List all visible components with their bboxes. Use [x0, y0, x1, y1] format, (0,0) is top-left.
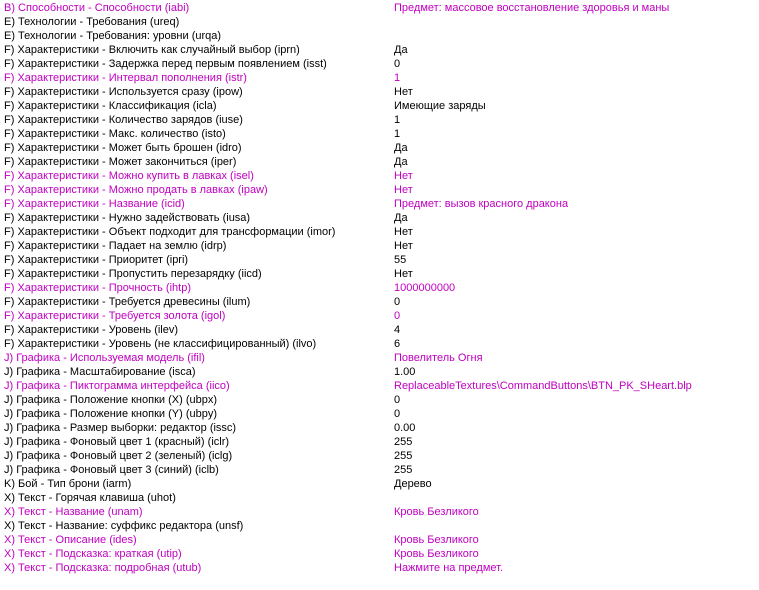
field-name: F) Характеристики - Включить как случайный выбор (iprn)	[4, 44, 300, 56]
field-name: F) Характеристики - Может быть брошен (idro)	[4, 142, 242, 154]
field-value: Кровь Безликого	[394, 548, 479, 560]
table-row[interactable]	[0, 309, 759, 323]
table-row[interactable]	[0, 491, 759, 505]
field-name: E) Технологии - Требования: уровни (urqa)	[4, 30, 222, 42]
table-row[interactable]	[0, 29, 759, 43]
field-value: 0	[394, 58, 401, 70]
table-row[interactable]	[0, 421, 759, 435]
field-name: F) Характеристики - Название (icid)	[4, 198, 185, 210]
table-row[interactable]	[0, 141, 759, 155]
field-value: 0	[394, 408, 401, 420]
field-name: F) Характеристики - Используется сразу (ipow)	[4, 86, 243, 98]
field-value: 1.00	[394, 366, 416, 378]
table-row[interactable]	[0, 365, 759, 379]
field-name: K) Бой - Тип брони (iarm)	[4, 478, 132, 490]
table-row[interactable]	[0, 547, 759, 561]
table-row[interactable]	[0, 323, 759, 337]
field-name: F) Характеристики - Макс. количество (isto)	[4, 128, 226, 140]
field-value: 6	[394, 338, 401, 350]
table-row[interactable]	[0, 253, 759, 267]
field-name: X) Текст - Описание (ides)	[4, 534, 137, 546]
field-value: 0.00	[394, 422, 416, 434]
field-value: Нет	[394, 226, 413, 238]
table-row[interactable]	[0, 211, 759, 225]
field-name: J) Графика - Положение кнопки (Y) (ubpy)	[4, 408, 217, 420]
field-name: F) Характеристики - Задержка перед первым появлением (isst)	[4, 58, 327, 70]
field-name: J) Графика - Положение кнопки (X) (ubpx)	[4, 394, 217, 406]
table-row[interactable]	[0, 337, 759, 351]
field-value: ReplaceableTextures\CommandButtons\BTN_PK_SHeart.blp	[394, 380, 692, 392]
field-name: J) Графика - Фоновый цвет 2 (зеленый) (iclg)	[4, 450, 233, 462]
field-value: 55	[394, 254, 407, 266]
table-row[interactable]	[0, 239, 759, 253]
table-row[interactable]	[0, 127, 759, 141]
field-value: 0	[394, 310, 401, 322]
field-value: Да	[394, 212, 408, 224]
table-row[interactable]	[0, 71, 759, 85]
field-name: F) Характеристики - Можно купить в лавках (isel)	[4, 170, 254, 182]
table-row[interactable]	[0, 519, 759, 533]
table-row[interactable]	[0, 295, 759, 309]
table-row[interactable]	[0, 113, 759, 127]
table-row[interactable]	[0, 15, 759, 29]
table-row[interactable]	[0, 225, 759, 239]
field-name: X) Текст - Название (unam)	[4, 506, 143, 518]
field-value: Предмет: массовое восстановление здоровья и маны	[394, 2, 670, 14]
field-value: 1	[394, 72, 401, 84]
field-value: 0	[394, 296, 401, 308]
table-row[interactable]	[0, 155, 759, 169]
field-name: F) Характеристики - Пропустить перезарядку (iicd)	[4, 268, 262, 280]
field-value: Нет	[394, 170, 413, 182]
field-name: F) Характеристики - Объект подходит для трансформации (imor)	[4, 226, 336, 238]
field-value: Кровь Безликого	[394, 534, 479, 546]
table-row[interactable]	[0, 407, 759, 421]
field-value: Дерево	[394, 478, 432, 490]
field-name: F) Характеристики - Интервал пополнения (istr)	[4, 72, 247, 84]
table-row[interactable]	[0, 281, 759, 295]
field-name: J) Графика - Используемая модель (ifil)	[4, 352, 205, 364]
table-row[interactable]	[0, 169, 759, 183]
field-value: 255	[394, 464, 413, 476]
field-name: F) Характеристики - Уровень (не классифицированный) (ilvo)	[4, 338, 317, 350]
field-name: F) Характеристики - Можно продать в лавках (ipaw)	[4, 184, 268, 196]
field-name: F) Характеристики - Требуется золота (igol)	[4, 310, 226, 322]
field-name: B) Способности - Способности (iabi)	[4, 2, 190, 14]
field-name: F) Характеристики - Прочность (ihtp)	[4, 282, 191, 294]
table-row[interactable]	[0, 449, 759, 463]
field-name: F) Характеристики - Приоритет (ipri)	[4, 254, 189, 266]
field-value: Предмет: вызов красного дракона	[394, 198, 569, 210]
field-name: E) Технологии - Требования (ureq)	[4, 16, 180, 28]
field-name: F) Характеристики - Падает на землю (idrp)	[4, 240, 227, 252]
field-value: Нет	[394, 268, 413, 280]
table-row[interactable]	[0, 435, 759, 449]
table-row[interactable]	[0, 379, 759, 393]
field-name: J) Графика - Размер выборки: редактор (issc)	[4, 422, 237, 434]
field-name: F) Характеристики - Нужно задействовать (iusa)	[4, 212, 251, 224]
table-row[interactable]	[0, 477, 759, 491]
field-value: 1	[394, 128, 401, 140]
field-name: F) Характеристики - Требуется древесины (ilum)	[4, 296, 251, 308]
field-value: Да	[394, 156, 408, 168]
field-name: F) Характеристики - Классификация (icla)	[4, 100, 217, 112]
table-row[interactable]	[0, 183, 759, 197]
field-name: X) Текст - Подсказка: подробная (utub)	[4, 562, 202, 574]
field-value: Да	[394, 142, 408, 154]
field-name: F) Характеристики - Уровень (ilev)	[4, 324, 179, 336]
field-value: Имеющие заряды	[394, 100, 486, 112]
field-value: 1000000000	[394, 282, 456, 294]
field-value: Кровь Безликого	[394, 506, 479, 518]
table-row[interactable]	[0, 463, 759, 477]
table-row[interactable]	[0, 99, 759, 113]
table-row[interactable]	[0, 43, 759, 57]
table-row[interactable]	[0, 267, 759, 281]
field-name: X) Текст - Подсказка: краткая (utip)	[4, 548, 182, 560]
table-row[interactable]	[0, 1, 759, 15]
field-name: J) Графика - Фоновый цвет 1 (красный) (iclr)	[4, 436, 230, 448]
field-name: F) Характеристики - Может закончиться (iper)	[4, 156, 237, 168]
field-name: J) Графика - Фоновый цвет 3 (синий) (iclb)	[4, 464, 219, 476]
field-value: 0	[394, 394, 401, 406]
field-value: 255	[394, 450, 413, 462]
field-value: 1	[394, 114, 401, 126]
field-name: X) Текст - Название: суффикс редактора (unsf)	[4, 520, 244, 532]
field-value: Повелитель Огня	[394, 352, 483, 364]
field-value: 255	[394, 436, 413, 448]
field-value: Нет	[394, 86, 413, 98]
table-row[interactable]	[0, 533, 759, 547]
table-row[interactable]	[0, 561, 759, 575]
field-value: Нажмите на предмет.	[394, 562, 504, 574]
table-row[interactable]	[0, 85, 759, 99]
field-value: Нет	[394, 240, 413, 252]
field-name: X) Текст - Горячая клавиша (uhot)	[4, 492, 176, 504]
field-name: J) Графика - Пиктограмма интерфейса (iico)	[4, 380, 230, 392]
table-row[interactable]	[0, 197, 759, 211]
table-row[interactable]	[0, 351, 759, 365]
field-name: F) Характеристики - Количество зарядов (iuse)	[4, 114, 243, 126]
table-row[interactable]	[0, 393, 759, 407]
table-row[interactable]	[0, 505, 759, 519]
field-value: Да	[394, 44, 408, 56]
field-value: Нет	[394, 184, 413, 196]
field-value: 4	[394, 324, 401, 336]
field-name: J) Графика - Масштабирование (isca)	[4, 366, 196, 378]
table-row[interactable]	[0, 57, 759, 71]
